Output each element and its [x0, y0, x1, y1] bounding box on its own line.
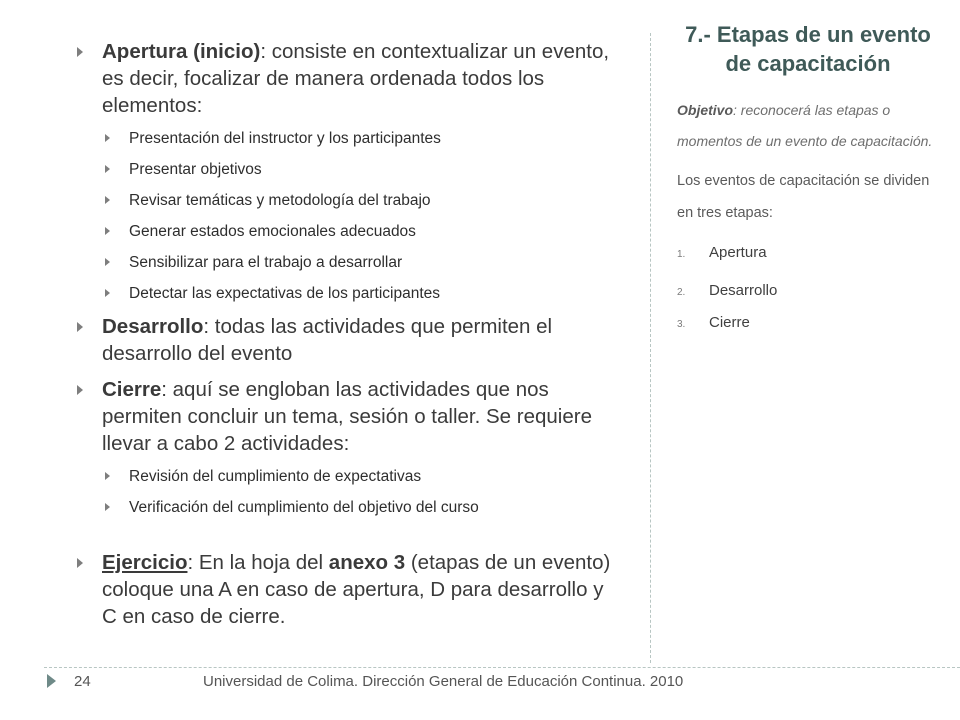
term-apertura: Apertura (inicio): [102, 40, 261, 63]
sub-item-label: Revisión del cumplimiento de expectativas: [129, 468, 422, 485]
anexo-reference: anexo 3: [328, 551, 406, 574]
objective-text: : reconocerá las etapas o momentos de un evento de capacitación.: [677, 102, 933, 149]
bullet-arrow-icon: [105, 472, 110, 480]
bullet-arrow-icon: [105, 165, 110, 173]
sub-item: [74, 247, 614, 278]
sub-item: [74, 154, 614, 185]
bullet-arrow-icon: [105, 134, 110, 142]
sub-item-label: Presentación del instructor y los participantes: [129, 130, 441, 147]
stage-label: Apertura: [709, 244, 767, 261]
bullet-arrow-icon: [105, 258, 110, 266]
list-item-desarrollo: [74, 313, 614, 367]
sub-item: [74, 278, 614, 309]
list-item-ejercicio: [74, 549, 614, 630]
ejercicio-text-2: (etapas de un evento) coloque una A en caso de apertura, D para desarrollo y C en caso de cierre.: [102, 551, 611, 628]
page-number: 24: [74, 673, 91, 690]
footer-text: Universidad de Colima. Dirección General de Educación Continua. 2010: [203, 673, 684, 690]
list-item-cierre: [74, 376, 614, 457]
bullet-arrow-icon: [105, 503, 110, 511]
ejercicio-text-1: : En la hoja del: [187, 551, 329, 574]
bullet-arrow-icon: [77, 322, 83, 332]
sub-item-label: Verificación del cumplimiento del objetivo del curso: [129, 499, 479, 516]
term-desarrollo: Desarrollo: [102, 315, 204, 338]
footer-triangle-icon: [47, 674, 56, 688]
stage-item: [677, 237, 939, 269]
stage-number: 3.: [677, 319, 686, 330]
bullet-arrow-icon: [77, 558, 83, 568]
sub-item-label: Detectar las expectativas de los participantes: [129, 285, 441, 302]
stage-number: 2.: [677, 287, 686, 298]
term-ejercicio-label: Ejercicio: [102, 551, 188, 574]
right-column: [677, 20, 939, 339]
sub-item: [74, 216, 614, 247]
cierre-text: : aquí se engloban las actividades que nos permiten concluir un tema, sesión o taller. Se requiere llevar a cabo 2 actividades:: [102, 378, 592, 455]
sub-item: [74, 492, 614, 523]
sub-item-label: Sensibilizar para el trabajo a desarrollar: [129, 254, 403, 271]
objective-label: Objetivo: [677, 102, 734, 118]
vertical-divider: [650, 33, 651, 663]
stages-intro: Los eventos de capacitación se dividen en tres etapas:: [677, 173, 930, 221]
term-cierre: Cierre: [102, 378, 162, 401]
sub-item-label: Revisar temáticas y metodología del trabajo: [129, 192, 431, 209]
footer-divider: [44, 667, 960, 668]
objective: [677, 95, 939, 157]
stage-number: 1.: [677, 249, 686, 260]
slide-title: 7.- Etapas de un evento de capacitación: [685, 22, 931, 76]
sub-item: [74, 123, 614, 154]
left-column: [74, 38, 614, 630]
sub-item: [74, 185, 614, 216]
bullet-arrow-icon: [105, 227, 110, 235]
sub-item-label: Generar estados emocionales adecuados: [129, 223, 416, 240]
bullet-arrow-icon: [105, 289, 110, 297]
stage-item: [677, 275, 939, 307]
sub-item-label: Presentar objetivos: [129, 161, 262, 178]
list-item-apertura: [74, 38, 614, 119]
stage-label: Cierre: [709, 314, 750, 331]
sub-item: [74, 461, 614, 492]
apertura-text: : consiste en contextualizar un evento, es decir, focalizar de manera ordenada todos los elementos:: [102, 40, 610, 117]
stage-item: [677, 307, 939, 339]
bullet-arrow-icon: [77, 47, 83, 57]
bullet-arrow-icon: [105, 196, 110, 204]
term-ejercicio: [102, 551, 187, 574]
stage-label: Desarrollo: [709, 282, 778, 299]
bullet-arrow-icon: [77, 385, 83, 395]
desarrollo-text: : todas las actividades que permiten el desarrollo del evento: [102, 315, 553, 365]
